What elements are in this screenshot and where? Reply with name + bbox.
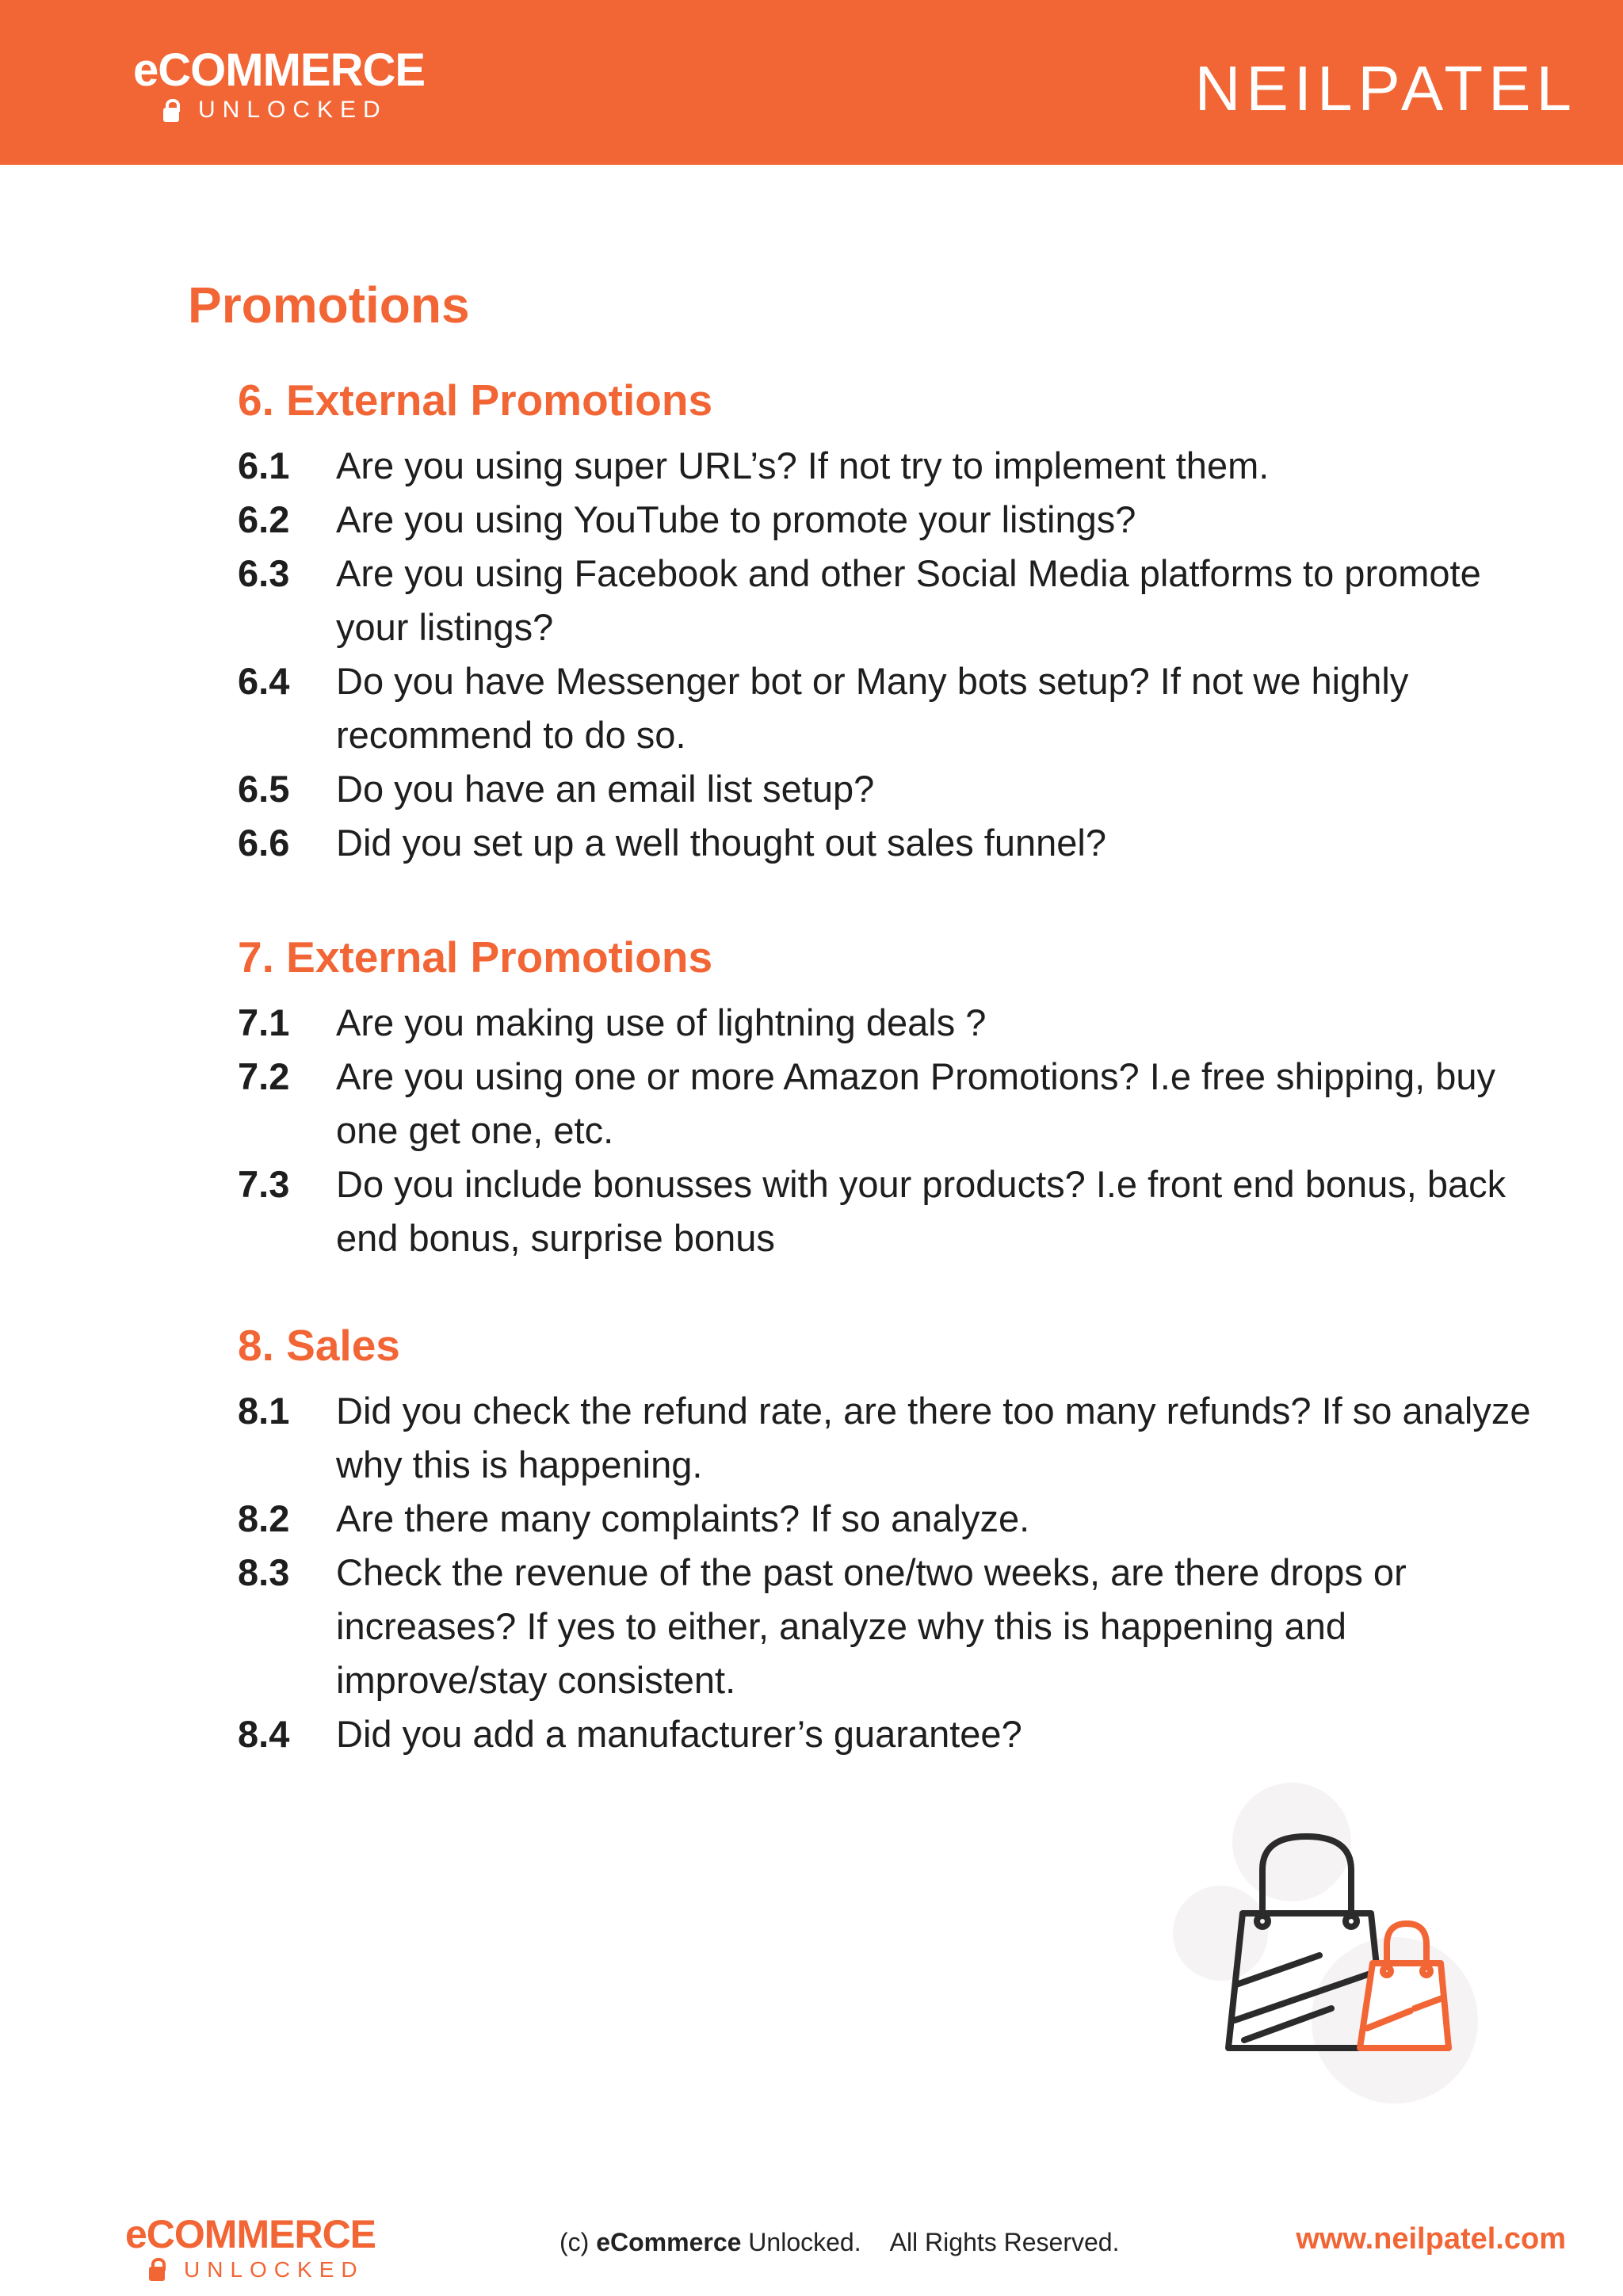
item-number: 7.2 (238, 1055, 290, 1097)
rights-reserved: All Rights Reserved. (889, 2228, 1120, 2256)
list-item (238, 762, 1537, 816)
logo-top-text: eCOMMERCE (133, 44, 426, 96)
page-title: Promotions (188, 277, 470, 334)
footer-website-link[interactable]: www.neilpatel.com (1296, 2222, 1566, 2256)
item-text: Are you using one or more Amazon Promotions? I.e free shipping, buy one get one, etc. (336, 1055, 1496, 1151)
item-text: Did you set up a well thought out sales funnel? (336, 822, 1106, 864)
section-heading: 7. External Promotions (238, 933, 713, 982)
list-item (238, 1707, 1537, 1761)
header-bar (0, 0, 1623, 165)
section-external-promotions-7 (238, 931, 1537, 1265)
item-text: Are you using YouTube to promote your listings? (336, 498, 1136, 540)
item-number: 6.6 (238, 822, 290, 864)
item-number: 8.4 (238, 1713, 290, 1755)
list-item (238, 1158, 1537, 1265)
item-text: Are you using super URL’s? If not try to implement them. (336, 444, 1270, 486)
list-item (238, 493, 1537, 547)
item-number: 8.2 (238, 1497, 290, 1539)
ecommerce-unlocked-logo (133, 44, 426, 123)
item-text: Did you check the refund rate, are there too many refunds? If so analyze why this is happening. (336, 1390, 1531, 1486)
item-number: 6.1 (238, 444, 290, 486)
item-text: Did you add a manufacturer’s guarantee? (336, 1713, 1022, 1755)
item-number: 6.3 (238, 552, 290, 594)
section-sales (238, 1319, 1537, 1761)
item-number: 7.3 (238, 1163, 290, 1205)
list-item (238, 996, 1537, 1050)
item-number: 6.2 (238, 498, 290, 540)
footer-ecommerce-unlocked-logo (125, 2214, 376, 2281)
item-text: Do you have an email list setup? (336, 768, 875, 810)
section-heading: 8. Sales (238, 1321, 400, 1370)
item-text: Are there many complaints? If so analyze. (336, 1497, 1030, 1539)
list-item (238, 547, 1537, 654)
background-circle (1173, 1886, 1268, 1981)
lock-icon (149, 2267, 165, 2281)
logo-bottom-text: UNLOCKED (184, 2257, 365, 2282)
item-number: 8.3 (238, 1551, 290, 1593)
shopping-bags-icon (1173, 1783, 1490, 2115)
copyright-prefix: (c) (559, 2228, 590, 2256)
logo-top-text: eCOMMERCE (125, 2212, 376, 2256)
lock-icon (163, 108, 179, 122)
item-number: 7.1 (238, 1001, 290, 1043)
copyright-brand: eCommerce (596, 2228, 742, 2256)
item-text: Do you include bonusses with your products? I.e front end bonus, back end bonus, surprise bonus (336, 1163, 1507, 1259)
section-external-promotions-6 (238, 374, 1537, 870)
item-number: 6.4 (238, 660, 290, 702)
list-item (238, 1492, 1537, 1546)
item-text: Check the revenue of the past one/two weeks, are there drops or increases? If yes to either, analyze why this is happening and improve/stay consistent. (336, 1551, 1407, 1701)
item-text: Are you making use of lightning deals ? (336, 1001, 987, 1043)
list-item (238, 1384, 1537, 1492)
copyright-notice (559, 2228, 1119, 2257)
item-number: 8.1 (238, 1390, 290, 1432)
list-item (238, 816, 1537, 870)
section-heading: 6. External Promotions (238, 376, 713, 425)
list-item (238, 1050, 1537, 1158)
item-text: Are you using Facebook and other Social Media platforms to promote your listings? (336, 552, 1481, 648)
neilpatel-brand: NEILPATEL (1194, 53, 1577, 124)
logo-bottom-text: UNLOCKED (198, 97, 388, 123)
copyright-suffix: Unlocked. (748, 2228, 861, 2256)
item-text: Do you have Messenger bot or Many bots setup? If not we highly recommend to do so. (336, 660, 1409, 756)
list-item (238, 654, 1537, 762)
list-item (238, 439, 1537, 493)
item-number: 6.5 (238, 768, 290, 810)
list-item (238, 1546, 1537, 1707)
